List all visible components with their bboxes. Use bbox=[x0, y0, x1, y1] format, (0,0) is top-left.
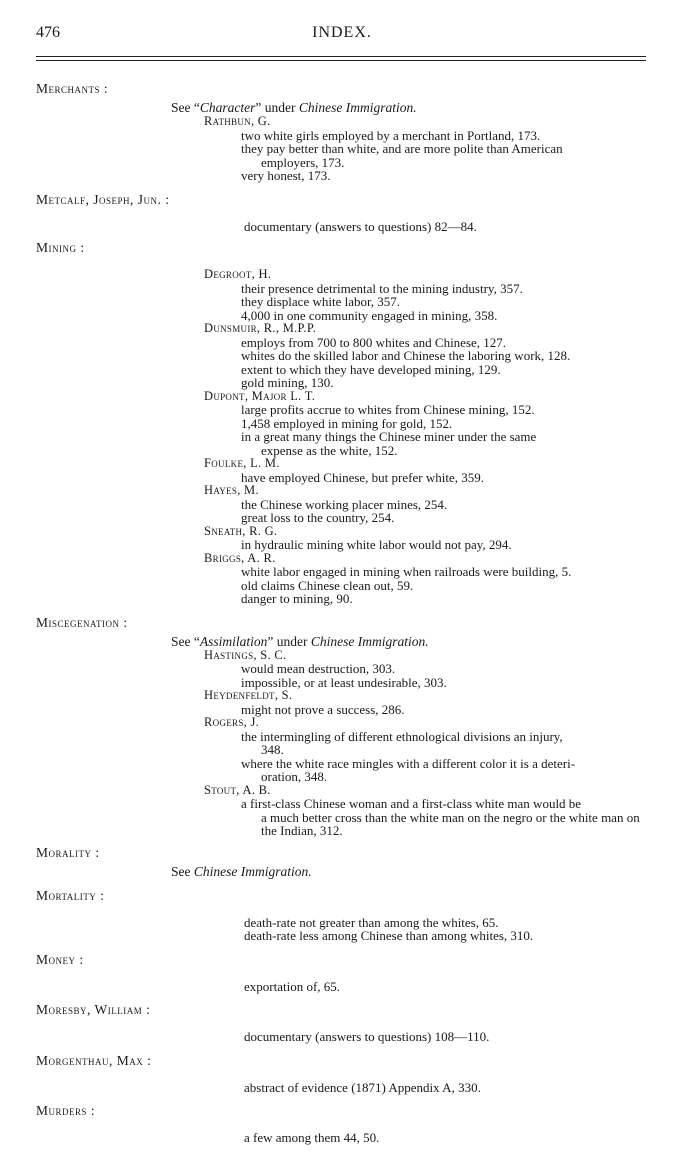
point-continuation: a much better cross than the white man on the negro or the white man on the Indian, 312. bbox=[261, 809, 640, 838]
point-text: have employed Chinese, but prefer white, 359. bbox=[241, 469, 484, 485]
point-text: large profits accrue to whites from Chinese mining, 152. bbox=[241, 402, 535, 417]
point-text: impossible, or at least undesirable, 303. bbox=[241, 674, 447, 690]
point-text: their presence detrimental to the mining industry, 357. bbox=[241, 280, 523, 296]
evidence-point bbox=[204, 336, 648, 350]
entry-heading: Mortality : bbox=[36, 887, 105, 903]
index-entry bbox=[36, 80, 648, 191]
header-rule-top bbox=[36, 56, 646, 57]
see-prefix: See “ bbox=[171, 633, 200, 649]
evidence-point bbox=[204, 592, 648, 606]
evidence-point bbox=[204, 730, 648, 757]
index-entries bbox=[36, 80, 648, 1153]
evidence-point bbox=[204, 676, 648, 690]
evidence-point bbox=[204, 565, 648, 579]
index-entry bbox=[36, 1001, 648, 1052]
witness-name: Briggs, A. R. bbox=[204, 550, 276, 565]
witness-group bbox=[36, 716, 648, 784]
point-text: danger to mining, 90. bbox=[241, 591, 353, 606]
witness-name: Foulke, L. M. bbox=[204, 456, 280, 470]
point-text: where the white race mingles with a different color it is a deteri- bbox=[241, 755, 576, 771]
point-text: old claims Chinese clean out, 59. bbox=[241, 577, 414, 593]
evidence-point bbox=[204, 417, 648, 431]
entry-heading: Mining : bbox=[36, 240, 85, 255]
see-reference bbox=[36, 100, 648, 115]
point-continuation: expense as the white, 152. bbox=[261, 442, 398, 458]
evidence-point bbox=[204, 757, 648, 784]
witness-group bbox=[36, 268, 648, 322]
entry-heading: Murders : bbox=[36, 1103, 96, 1118]
evidence-point bbox=[204, 511, 648, 525]
entry-heading: Miscegenation : bbox=[36, 614, 128, 630]
entry-line: death-rate less among Chinese than among whites, 310. bbox=[244, 928, 534, 943]
witness-name: Dupont, Major L. T. bbox=[204, 388, 316, 403]
witness-group bbox=[36, 115, 648, 183]
see-target: Chinese Immigration. bbox=[193, 863, 312, 879]
evidence-point bbox=[204, 349, 648, 363]
index-entry bbox=[36, 1052, 648, 1103]
witness-name: Hastings, S. C. bbox=[204, 647, 287, 662]
evidence-point bbox=[204, 498, 648, 512]
evidence-point bbox=[204, 403, 648, 417]
point-text: employs from 700 to 800 whites and Chinese, 127. bbox=[241, 334, 507, 350]
point-text: 1,458 employed in mining for gold, 152. bbox=[241, 415, 453, 431]
see-target: Chinese Immigration. bbox=[298, 100, 417, 115]
point-text: a first-class Chinese woman and a first-class white man would be bbox=[241, 796, 582, 811]
header-rule-bottom bbox=[36, 60, 646, 61]
witness-group bbox=[36, 457, 648, 484]
evidence-point bbox=[204, 376, 648, 390]
evidence-point bbox=[204, 703, 648, 717]
evidence-point bbox=[204, 129, 648, 143]
index-entry bbox=[36, 844, 648, 887]
entry-heading: Money : bbox=[36, 951, 84, 967]
see-prefix: See bbox=[171, 863, 194, 879]
entry-line: death-rate not greater than among the whites, 65. bbox=[244, 914, 499, 930]
point-text: very honest, 173. bbox=[241, 168, 331, 183]
point-text: would mean destruction, 303. bbox=[241, 661, 396, 676]
see-ref: Assimilation bbox=[199, 633, 268, 649]
evidence-point bbox=[204, 169, 648, 183]
witness-name: Dunsmuir, R., M.P.P. bbox=[204, 321, 317, 335]
witness-name: Sneath, R. G. bbox=[204, 523, 278, 538]
see-reference bbox=[36, 634, 648, 649]
page-header bbox=[36, 22, 648, 46]
evidence-point bbox=[204, 538, 648, 552]
page-title: INDEX. bbox=[312, 24, 372, 41]
index-entry bbox=[36, 239, 648, 614]
point-text: they displace white labor, 357. bbox=[241, 294, 401, 309]
evidence-point bbox=[204, 363, 648, 377]
point-text: white labor engaged in mining when railroads were building, 5. bbox=[241, 564, 572, 579]
point-text: in hydraulic mining white labor would not pay, 294. bbox=[241, 537, 512, 552]
witness-name: Rathbun, G. bbox=[204, 114, 271, 128]
witness-name: Degroot, H. bbox=[204, 267, 272, 281]
evidence-point bbox=[204, 662, 648, 676]
entry-heading: Morality : bbox=[36, 844, 100, 860]
point-text: might not prove a success, 286. bbox=[241, 701, 405, 717]
index-entry bbox=[36, 951, 648, 1002]
point-continuation: employers, 173. bbox=[261, 154, 345, 170]
see-reference bbox=[36, 864, 648, 879]
evidence-point bbox=[204, 430, 648, 457]
see-mid: ” under bbox=[267, 633, 311, 649]
point-text: gold mining, 130. bbox=[241, 375, 334, 390]
see-prefix: See “ bbox=[171, 100, 200, 115]
point-text: they pay better than white, and are more polite than American bbox=[241, 141, 563, 156]
entry-line: documentary (answers to questions) 82—84. bbox=[244, 218, 477, 234]
witness-group bbox=[36, 525, 648, 552]
witness-group bbox=[36, 322, 648, 390]
evidence-point bbox=[204, 295, 648, 309]
witness-group bbox=[36, 649, 648, 690]
entry-heading: Merchants : bbox=[36, 81, 109, 96]
witness-name: Stout, A. B. bbox=[204, 782, 271, 797]
point-continuation: 348. bbox=[261, 742, 284, 757]
point-text: 4,000 in one community engaged in mining, 358. bbox=[241, 307, 498, 323]
point-text: the intermingling of different ethnological divisions an injury, bbox=[241, 728, 563, 744]
witness-name: Heydenfeldt, S. bbox=[204, 688, 293, 702]
evidence-point bbox=[204, 471, 648, 485]
evidence-point bbox=[204, 282, 648, 296]
point-continuation: oration, 348. bbox=[261, 769, 328, 784]
point-text: in a great many things the Chinese miner under the same bbox=[241, 429, 537, 444]
evidence-point bbox=[204, 579, 648, 593]
entry-line: documentary (answers to questions) 108—110. bbox=[244, 1029, 490, 1044]
entry-heading: Moresby, William : bbox=[36, 1002, 151, 1017]
entry-heading: Metcalf, Joseph, Jun. : bbox=[36, 191, 170, 207]
point-text: extent to which they have developed mining, 129. bbox=[241, 361, 501, 377]
index-entry bbox=[36, 887, 648, 951]
index-entry bbox=[36, 191, 648, 240]
evidence-point bbox=[204, 309, 648, 323]
entry-line: exportation of, 65. bbox=[244, 978, 341, 994]
witness-group bbox=[36, 390, 648, 458]
point-text: whites do the skilled labor and Chinese the laboring work, 128. bbox=[241, 348, 571, 363]
witness-group bbox=[36, 552, 648, 606]
evidence-point bbox=[204, 142, 648, 169]
entry-line: a few among them 44, 50. bbox=[244, 1130, 380, 1145]
index-entry bbox=[36, 1102, 648, 1153]
point-text: the Chinese working placer mines, 254. bbox=[241, 496, 448, 512]
see-ref: Character bbox=[199, 100, 256, 115]
page-number: 476 bbox=[36, 24, 60, 41]
witness-group bbox=[36, 484, 648, 525]
witness-name: Rogers, J. bbox=[204, 715, 260, 729]
point-text: great loss to the country, 254. bbox=[241, 510, 395, 525]
see-mid: ” under bbox=[255, 100, 299, 115]
index-entry bbox=[36, 614, 648, 844]
point-text: two white girls employed by a merchant in Portland, 173. bbox=[241, 127, 541, 143]
witness-group bbox=[36, 784, 648, 838]
evidence-point bbox=[204, 797, 648, 838]
witness-group bbox=[36, 689, 648, 716]
entry-line: abstract of evidence (1871) Appendix A, 330. bbox=[244, 1079, 481, 1095]
see-target: Chinese Immigration. bbox=[310, 633, 429, 649]
witness-name: Hayes, M. bbox=[204, 483, 259, 497]
entry-heading: Morgenthau, Max : bbox=[36, 1052, 152, 1068]
